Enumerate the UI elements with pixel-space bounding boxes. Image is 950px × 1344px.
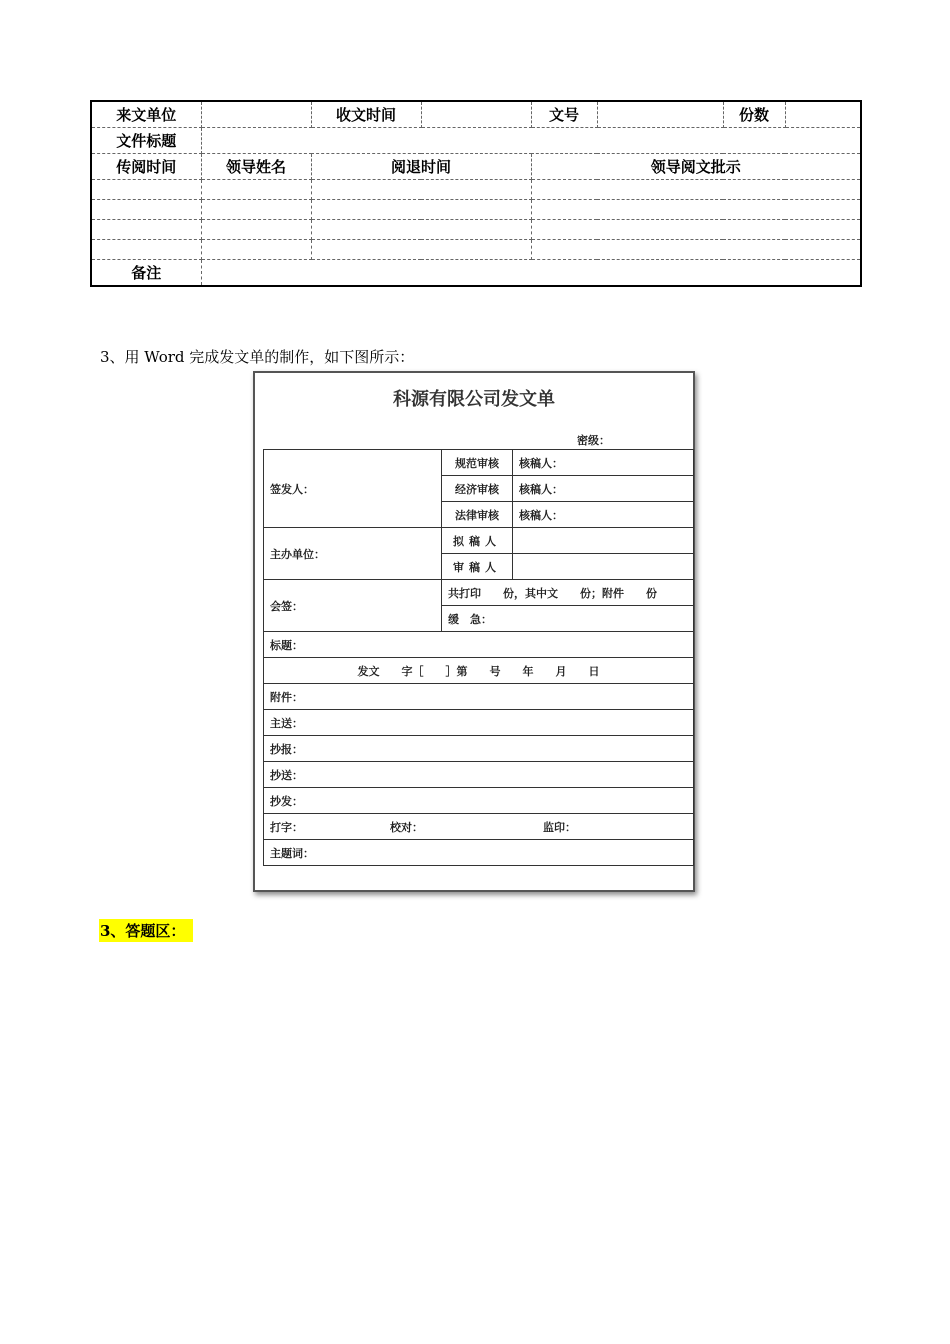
routing-cell[interactable]	[531, 180, 861, 200]
answer-area-heading: 3、答题区：	[99, 919, 193, 942]
dispatch-form-table	[263, 449, 694, 866]
econ-review-label: 经济审核	[442, 476, 513, 502]
doc-title-cell[interactable]	[201, 128, 861, 154]
reviewer-cell	[513, 554, 694, 580]
doc-number-label: 文号	[531, 101, 597, 128]
routing-cell[interactable]	[91, 180, 201, 200]
leader-instruction-label: 领导阅文批示	[531, 154, 861, 180]
leader-name-label: 领导姓名	[201, 154, 311, 180]
routing-row	[91, 180, 861, 200]
copy-report-label: 抄报：	[264, 736, 694, 762]
secret-level-label: 密级：	[577, 434, 610, 447]
drafter-cell	[513, 528, 694, 554]
norm-review-label: 规范审核	[442, 450, 513, 476]
main-send-label: 主送：	[264, 710, 694, 736]
routing-cell[interactable]	[311, 200, 531, 220]
routing-cell[interactable]	[91, 200, 201, 220]
dispatch-form-image	[253, 371, 695, 892]
routing-cell[interactable]	[531, 200, 861, 220]
remarks-label: 备注	[91, 260, 201, 287]
source-unit-cell[interactable]	[201, 101, 311, 128]
typing-row	[264, 814, 694, 840]
return-time-label: 阅退时间	[311, 154, 531, 180]
doc-title-label: 文件标题	[91, 128, 201, 154]
legal-review-label: 法律审核	[442, 502, 513, 528]
routing-row	[91, 240, 861, 260]
doc-number-line: 发文 字［ ］第 号 年 月 日	[264, 658, 694, 684]
typing-label: 打字：	[270, 820, 303, 834]
proofread-label: 校对：	[390, 820, 423, 834]
receive-time-label: 收文时间	[311, 101, 421, 128]
signer-label: 签发人：	[264, 450, 442, 528]
routing-row	[91, 200, 861, 220]
verifier-label: 核稿人：	[513, 476, 694, 502]
copies-cell[interactable]	[785, 101, 861, 128]
document-routing-table	[90, 100, 862, 287]
verifier-label: 核稿人：	[513, 502, 694, 528]
reviewer-label: 审稿人	[442, 554, 513, 580]
source-unit-label: 来文单位	[91, 101, 201, 128]
copy-issue-label: 抄发：	[264, 788, 694, 814]
subject-label: 标题：	[264, 632, 694, 658]
circulate-time-label: 传阅时间	[91, 154, 201, 180]
urgency-label: 缓 急：	[442, 606, 694, 632]
print-count-label: 共打印 份，其中文 份；附件 份	[442, 580, 694, 606]
routing-cell[interactable]	[91, 220, 201, 240]
instruction-text: 3、用 Word 完成发文单的制作，如下图所示：	[100, 348, 415, 366]
routing-cell[interactable]	[531, 220, 861, 240]
attachment-label: 附件：	[264, 684, 694, 710]
routing-cell[interactable]	[311, 220, 531, 240]
countersign-label: 会签：	[264, 580, 442, 632]
copy-send-label: 抄送：	[264, 762, 694, 788]
keywords-label: 主题词：	[264, 840, 694, 866]
routing-cell[interactable]	[531, 240, 861, 260]
host-unit-label: 主办单位：	[264, 528, 442, 580]
doc-number-cell[interactable]	[597, 101, 723, 128]
routing-cell[interactable]	[91, 240, 201, 260]
verifier-label: 核稿人：	[513, 450, 694, 476]
routing-cell[interactable]	[201, 240, 311, 260]
routing-cell[interactable]	[311, 180, 531, 200]
routing-cell[interactable]	[311, 240, 531, 260]
routing-cell[interactable]	[201, 200, 311, 220]
routing-cell[interactable]	[201, 180, 311, 200]
copies-label: 份数	[723, 101, 785, 128]
receive-time-cell[interactable]	[421, 101, 531, 128]
remarks-cell[interactable]	[201, 260, 861, 287]
drafter-label: 拟稿人	[442, 528, 513, 554]
routing-cell[interactable]	[201, 220, 311, 240]
form-title: 科源有限公司发文单	[393, 389, 555, 410]
supervise-print-label: 监印：	[543, 820, 576, 834]
routing-row	[91, 220, 861, 240]
